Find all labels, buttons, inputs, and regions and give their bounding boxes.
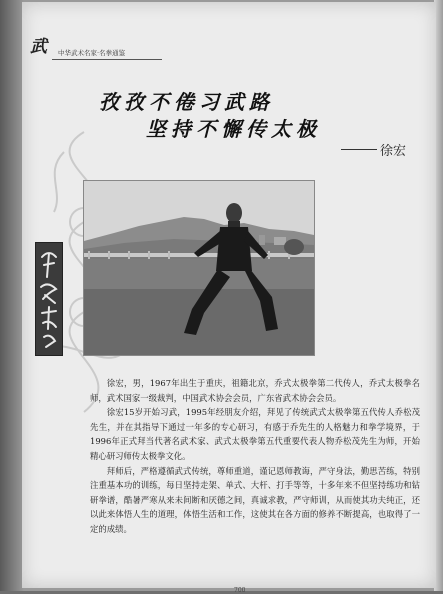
article-body bbox=[90, 376, 420, 537]
photo-scene bbox=[84, 181, 314, 355]
author-name: 徐宏 bbox=[380, 144, 407, 159]
paragraph-2: 徐宏15岁开始习武，1995年经朋友介绍，拜见了传统武式太极拳第五代传人乔松茂先生，并在其指导下通过一年多的专心研习，有感于乔先生的人格魅力和拳学境界，于1996年正式拜当代著名武术家、武式太极拳第五代重要代表人物乔松茂先生为师，开始精心研习师传太极拳文化。 bbox=[90, 407, 420, 461]
page-number: 700 bbox=[234, 587, 246, 594]
title-line-2: 坚持不懈传太极 bbox=[146, 117, 321, 141]
paragraph-1: 徐宏，男，1967年出生于重庆，祖籍北京，乔式太极拳第二代传人，乔式太极拳名师，武术国家一级裁判，中国武术协会会员，广东省武术协会会员。 bbox=[90, 378, 420, 403]
calligraphy-signature-icon bbox=[36, 243, 62, 355]
series-title: 中华武术名家·名拳通鉴 bbox=[58, 49, 126, 57]
calligraphy-seal bbox=[35, 242, 63, 356]
header-mark: 武 bbox=[30, 37, 46, 57]
portrait-photo bbox=[83, 180, 315, 356]
author-dash bbox=[341, 149, 377, 150]
document-page bbox=[22, 2, 436, 594]
header-divider bbox=[52, 59, 162, 60]
title-line-1: 孜孜不倦习武路 bbox=[99, 90, 274, 114]
paragraph-3: 拜师后，严格遵循武式传统，尊师重道，谨记恩师教诲，严守身法，勤思苦练，特别注重基本功的训练，每日坚持走架、单式、大杆、打手等等，十多年来不但坚持练功和钻研拳谱，酷暑严寒从来未间断和厌德之间，真诚求教，严守师训，从而使其功夫纯正，还以此来体悟人生的道理，体悟生活和工作，这使其在各方面的修养不断提高，也取得了一定的成绩。 bbox=[90, 465, 420, 534]
